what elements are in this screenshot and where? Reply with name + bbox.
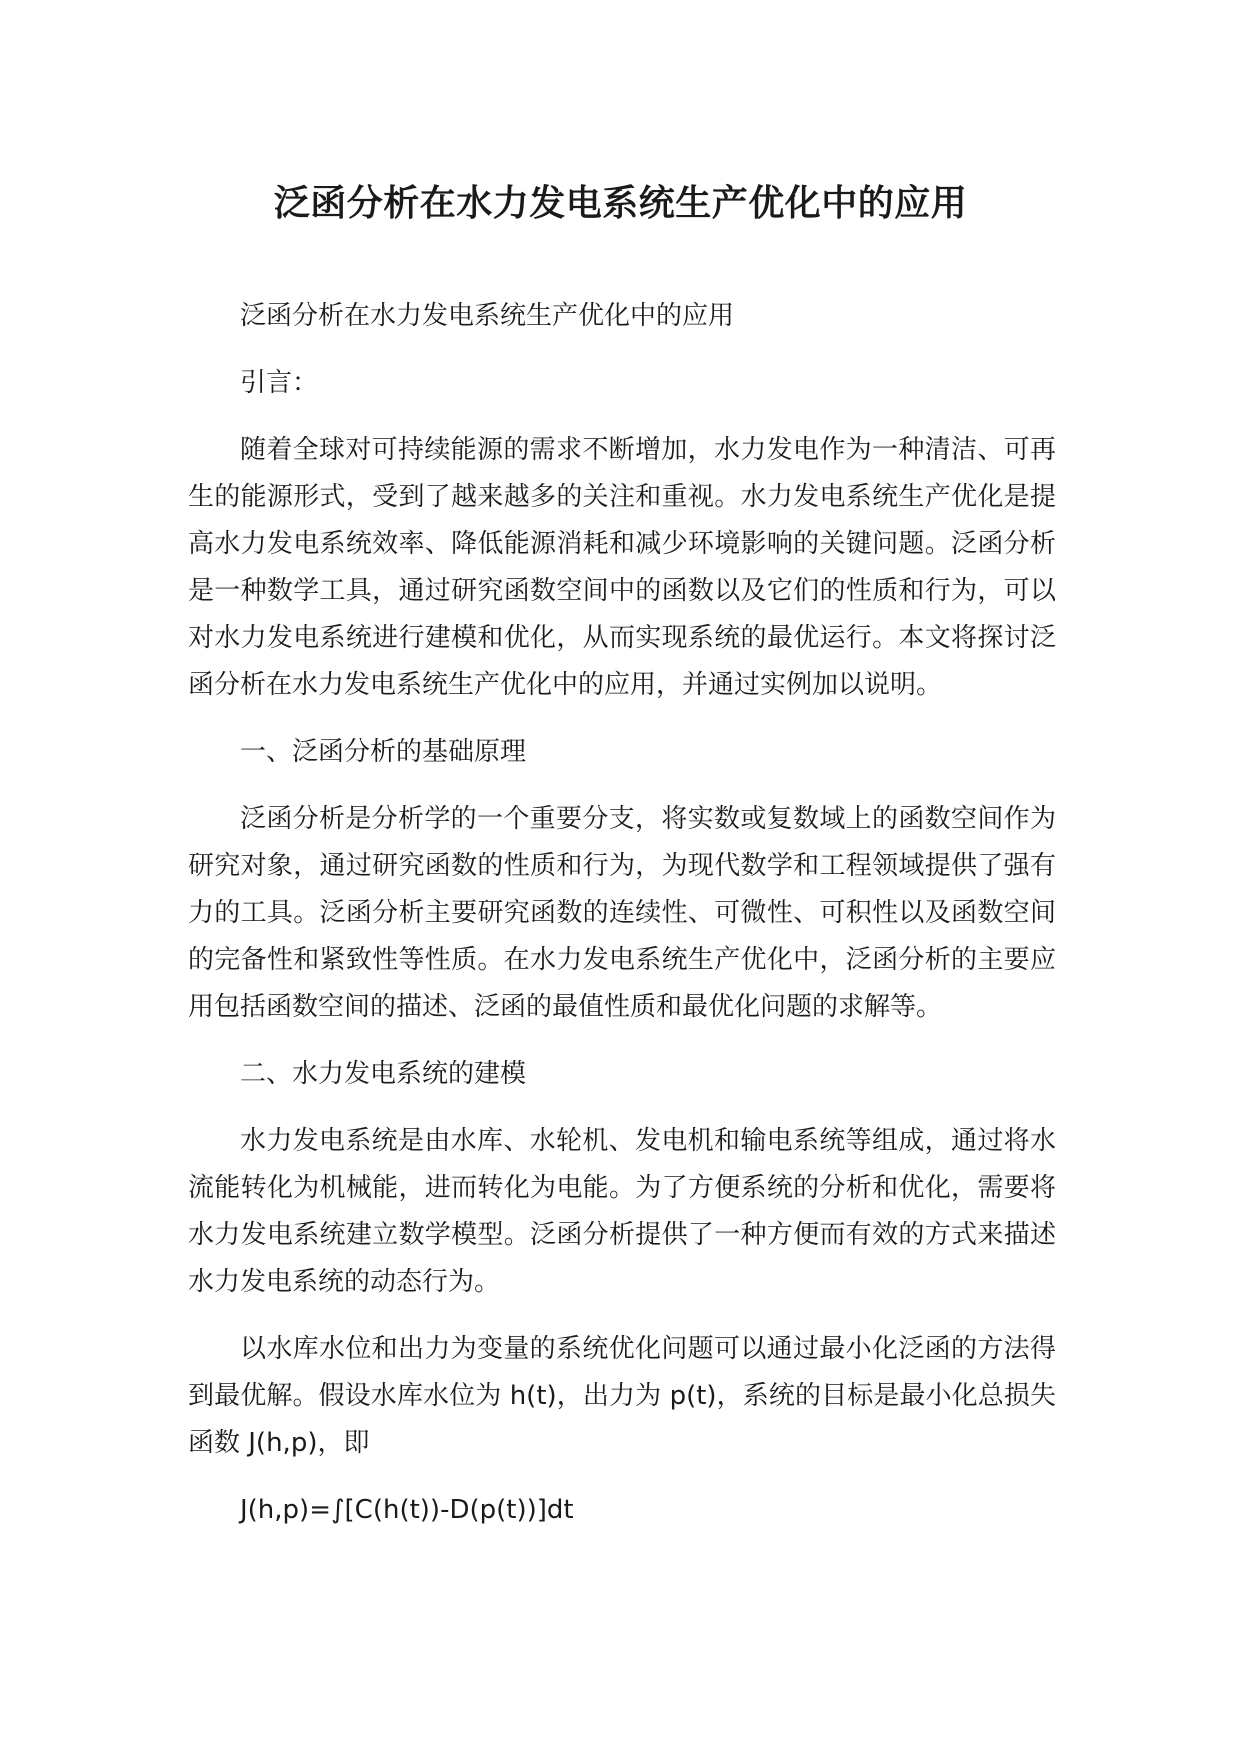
- section-1-heading: 一、泛函分析的基础原理: [240, 737, 527, 767]
- introduction-paragraph: 随着全球对可持续能源的需求不断增加，水力发电作为一种清洁、可再生的能源形式，受到了越来越多的关注和重视。水力发电系统生产优化是提高水力发电系统效率、降低能源消耗和减少环境影响的关键问题。泛函分析是一种数学工具，通过研究函数空间中的函数以及它们的性质和行为，可以对水力发电系统进行建模和优化，从而实现系统的最优运行。本文将探讨泛函分析在水力发电系统生产优化中的应用，并通过实例加以说明。: [188, 435, 1056, 700]
- document-body: [188, 293, 1056, 1554]
- document-title: 泛函分析在水力发电系统生产优化中的应用: [273, 183, 968, 224]
- optimization-paragraph: 以水库水位和出力为变量的系统优化问题可以通过最小化泛函的方法得到最优解。假设水库水位为 h(t)，出力为 p(t)，系统的目标是最小化总损失函数 J(h,p)，即: [188, 1334, 1056, 1458]
- subtitle-paragraph: 泛函分析在水力发电系统生产优化中的应用: [240, 301, 735, 331]
- loss-function-formula: J(h,p)=∫[C(h(t))-D(p(t))]dt: [240, 1495, 574, 1525]
- section-2-heading: 二、水力发电系统的建模: [240, 1059, 527, 1089]
- section-1-paragraph: 泛函分析是分析学的一个重要分支，将实数或复数域上的函数空间作为研究对象，通过研究函数的性质和行为，为现代数学和工程领域提供了强有力的工具。泛函分析主要研究函数的连续性、可微性、可积性以及函数空间的完备性和紧致性等性质。在水力发电系统生产优化中，泛函分析的主要应用包括函数空间的描述、泛函的最值性质和最优化问题的求解等。: [188, 804, 1056, 1022]
- section-2-paragraph: 水力发电系统是由水库、水轮机、发电机和输电系统等组成，通过将水流能转化为机械能，进而转化为电能。为了方便系统的分析和优化，需要将水力发电系统建立数学模型。泛函分析提供了一种方便而有效的方式来描述水力发电系统的动态行为。: [188, 1126, 1056, 1297]
- introduction-heading: 引言：: [240, 368, 319, 398]
